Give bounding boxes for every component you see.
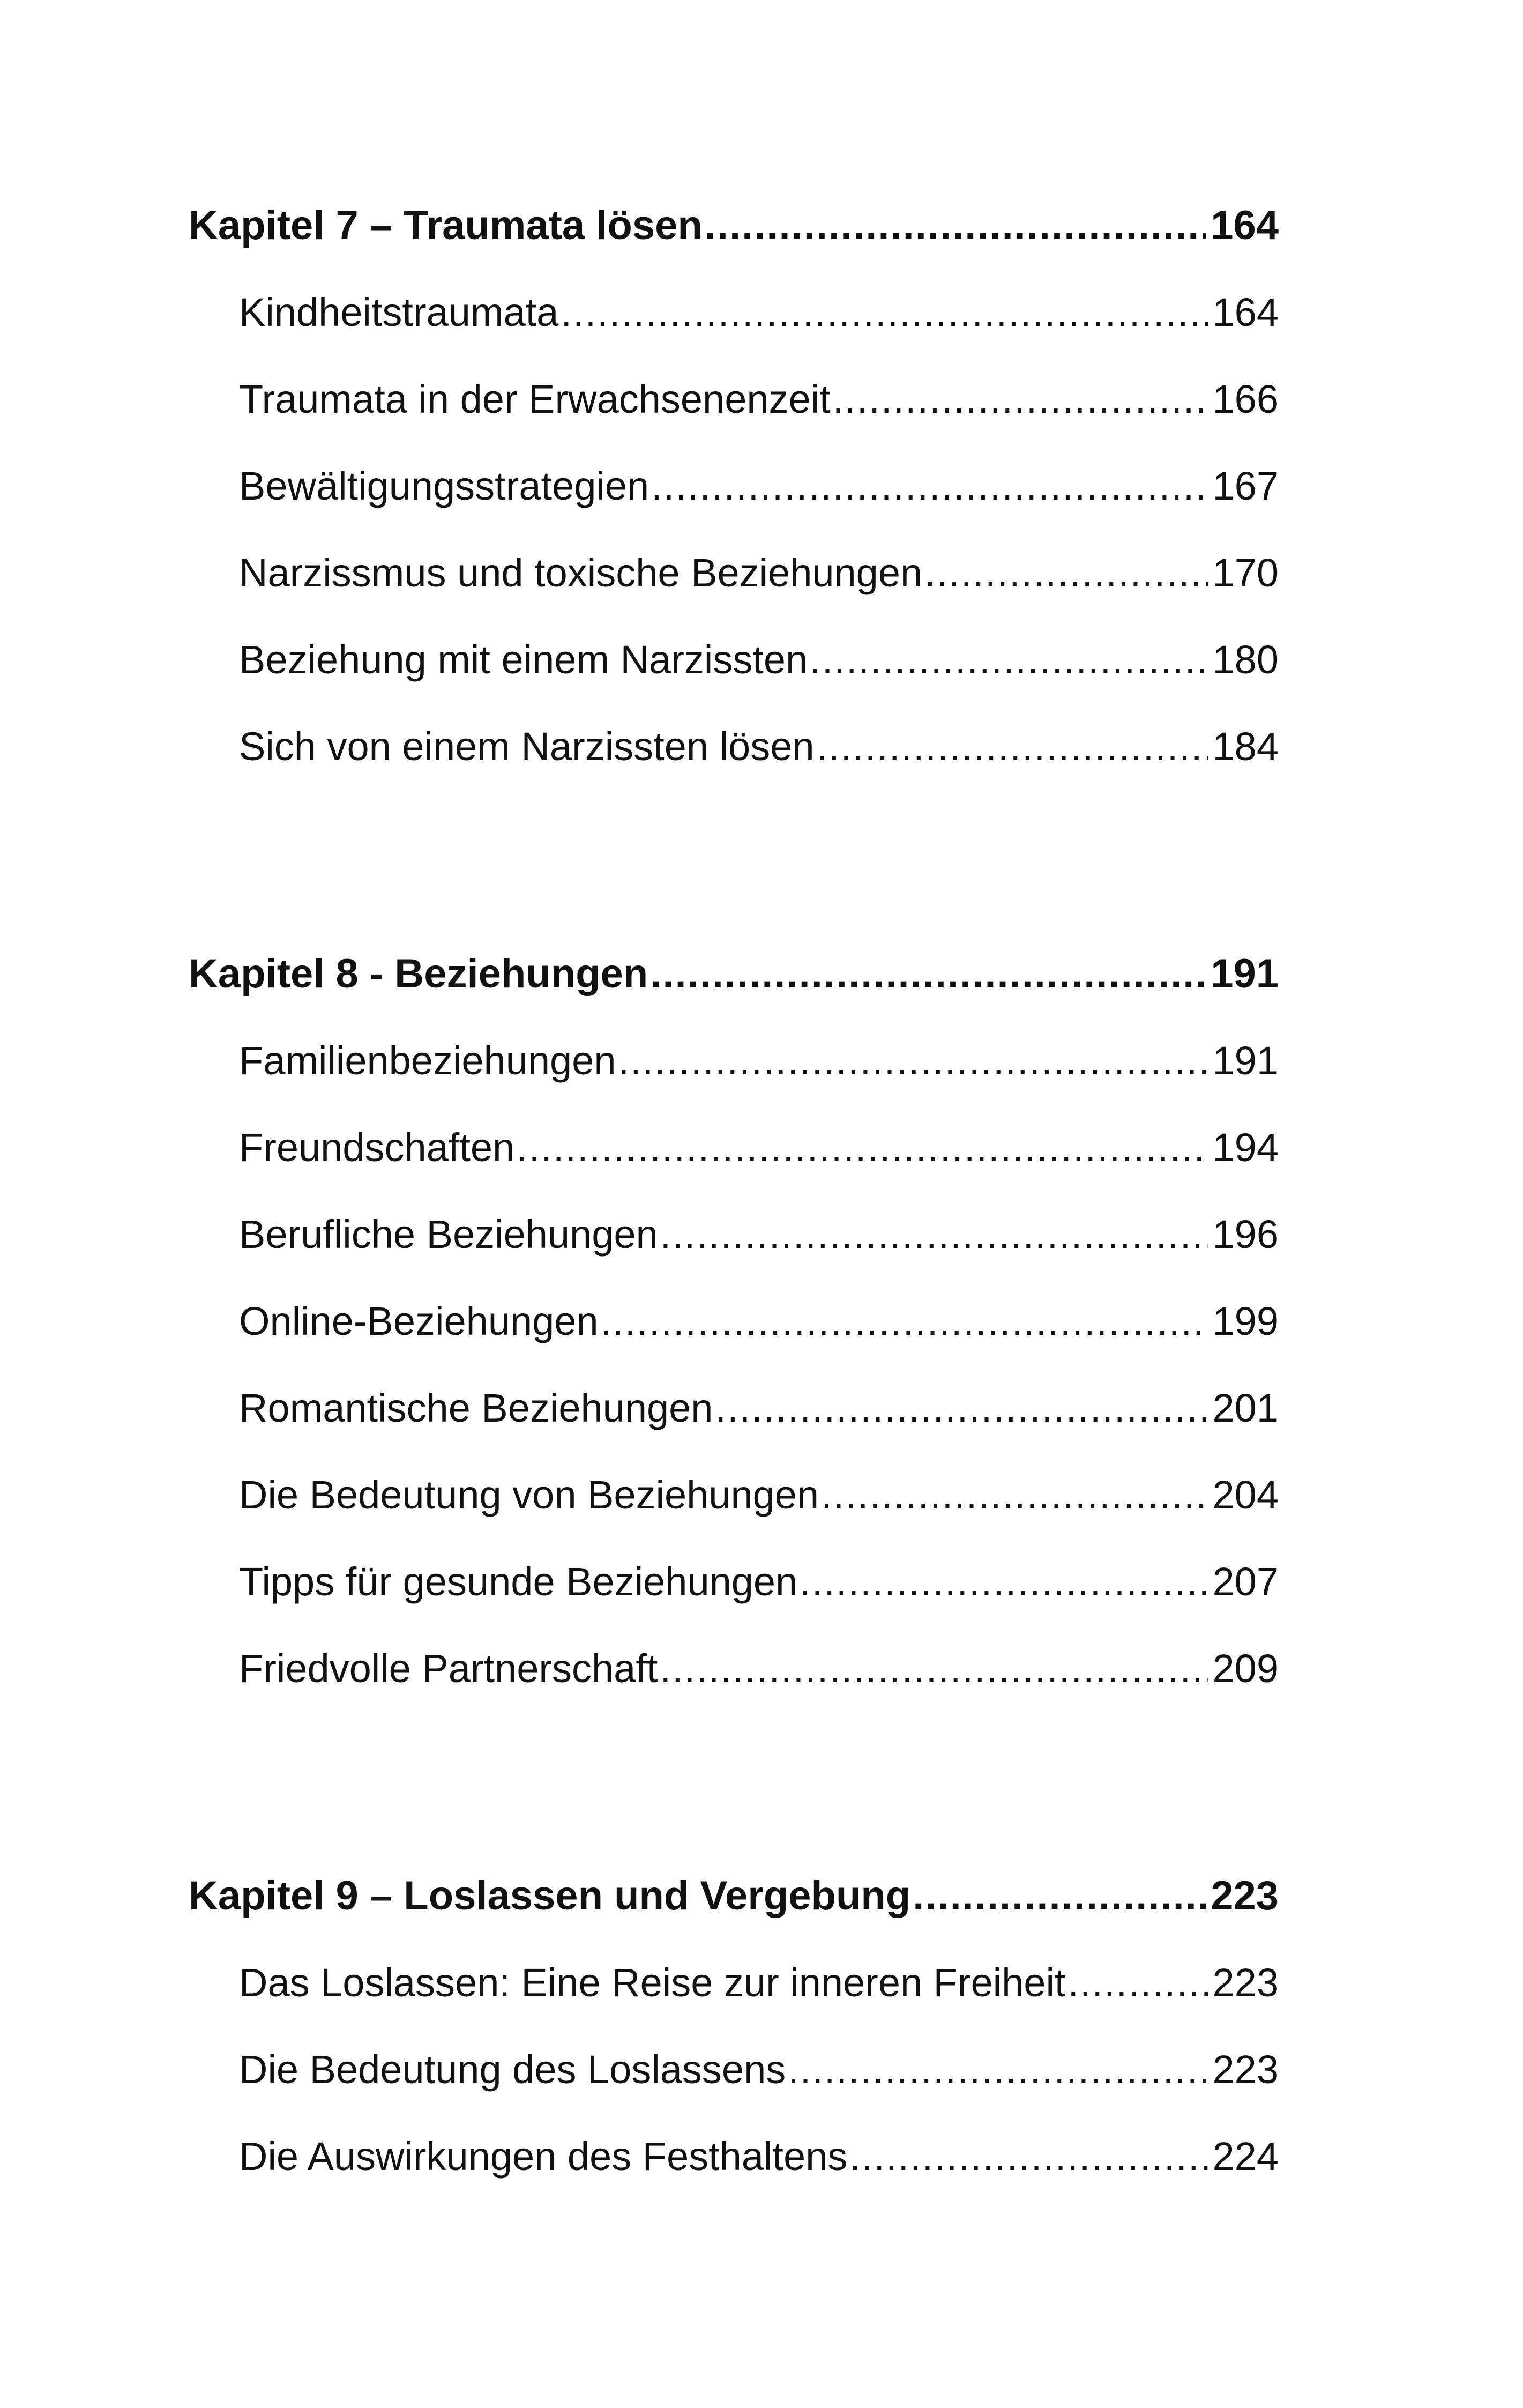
toc-section-entry[interactable] (189, 1365, 1279, 1452)
toc-chapter-9 (189, 1853, 1279, 2200)
toc-page-number: 204 (1212, 1473, 1279, 1517)
toc-section-title: Berufliche Beziehungen (239, 1212, 658, 1257)
toc-dot-leader (913, 1853, 1206, 1939)
toc-section-title: Traumata in der Erwachsenenzeit (239, 377, 831, 421)
toc-page-number: 209 (1212, 1646, 1279, 1691)
toc-dot-leader (660, 1191, 1208, 1278)
toc-section-title: Narzissmus und toxische Beziehungen (239, 551, 923, 595)
toc-dot-leader (660, 1625, 1208, 1712)
toc-page-number: 207 (1212, 1559, 1279, 1604)
toc-section-title: Die Bedeutung von Beziehungen (239, 1473, 819, 1517)
toc-dot-leader (715, 1365, 1208, 1452)
toc-chapter-heading[interactable] (189, 182, 1279, 269)
toc-section-title: Kindheitstraumata (239, 290, 559, 335)
toc-section-entry[interactable] (189, 2113, 1279, 2200)
toc-chapter-heading[interactable] (189, 1853, 1279, 1939)
toc-section-title: Die Bedeutung des Loslassens (239, 2047, 786, 2092)
toc-section-title: Familienbeziehungen (239, 1038, 616, 1083)
toc-section-entry[interactable] (189, 703, 1279, 790)
toc-dot-leader (705, 182, 1206, 269)
toc-section-entry[interactable] (189, 356, 1279, 443)
toc-page-number: 201 (1212, 1386, 1279, 1430)
toc-dot-leader (651, 443, 1208, 530)
toc-dot-leader (618, 1017, 1208, 1104)
toc-dot-leader (924, 530, 1208, 616)
toc-dot-leader (1067, 1939, 1208, 2026)
toc-section-entry[interactable] (189, 1939, 1279, 2026)
toc-section-entry[interactable] (189, 2026, 1279, 2113)
toc-page-number: 180 (1212, 637, 1279, 682)
toc-section-title: Freundschaften (239, 1125, 515, 1170)
toc-chapter-title: Kapitel 8 - Beziehungen (189, 951, 648, 997)
table-of-contents (189, 182, 1279, 2340)
toc-section-entry[interactable] (189, 1625, 1279, 1712)
toc-page-number: 223 (1212, 1960, 1279, 2005)
toc-page-number: 223 (1212, 2047, 1279, 2092)
toc-page-number: 166 (1212, 377, 1279, 421)
toc-dot-leader (800, 1539, 1208, 1625)
toc-dot-leader (788, 2026, 1208, 2113)
toc-section-entry[interactable] (189, 530, 1279, 616)
toc-chapter-7 (189, 182, 1279, 790)
toc-dot-leader (821, 1452, 1208, 1539)
toc-section-title: Das Loslassen: Eine Reise zur inneren Freiheit (239, 1960, 1066, 2005)
toc-section-entry[interactable] (189, 1017, 1279, 1104)
toc-page-number: 164 (1211, 203, 1279, 248)
toc-section-entry[interactable] (189, 616, 1279, 703)
toc-section-title: Sich von einem Narzissten lösen (239, 724, 815, 769)
toc-page-number: 191 (1211, 951, 1279, 997)
toc-page-number: 170 (1212, 551, 1279, 595)
toc-page-number: 191 (1212, 1038, 1279, 1083)
toc-section-title: Friedvolle Partnerschaft (239, 1646, 658, 1691)
toc-chapter-8 (189, 931, 1279, 1712)
toc-section-title: Beziehung mit einem Narzissten (239, 637, 808, 682)
toc-section-entry[interactable] (189, 269, 1279, 356)
toc-dot-leader (517, 1104, 1208, 1191)
toc-page-number: 164 (1212, 290, 1279, 335)
toc-section-title: Tipps für gesunde Beziehungen (239, 1559, 798, 1604)
toc-section-entry[interactable] (189, 443, 1279, 530)
toc-section-title: Online-Beziehungen (239, 1299, 599, 1343)
toc-dot-leader (601, 1278, 1208, 1365)
toc-page-number: 224 (1212, 2134, 1279, 2179)
toc-section-entry[interactable] (189, 1278, 1279, 1365)
toc-section-entry[interactable] (189, 1452, 1279, 1539)
toc-section-title: Bewältigungsstrategien (239, 464, 649, 508)
toc-page-number: 167 (1212, 464, 1279, 508)
toc-dot-leader (833, 356, 1208, 443)
toc-dot-leader (849, 2113, 1208, 2200)
toc-dot-leader (561, 269, 1208, 356)
toc-page-number: 194 (1212, 1125, 1279, 1170)
toc-section-entry[interactable] (189, 1539, 1279, 1625)
toc-page-number: 196 (1212, 1212, 1279, 1257)
toc-section-title: Die Auswirkungen des Festhaltens (239, 2134, 848, 2179)
toc-section-title: Romantische Beziehungen (239, 1386, 713, 1430)
toc-dot-leader (810, 616, 1208, 703)
toc-page-number: 199 (1212, 1299, 1279, 1343)
toc-dot-leader (817, 703, 1208, 790)
toc-chapter-heading[interactable] (189, 931, 1279, 1017)
toc-page-number: 223 (1211, 1873, 1279, 1919)
toc-dot-leader (650, 931, 1206, 1017)
toc-section-entry[interactable] (189, 1104, 1279, 1191)
toc-section-entry[interactable] (189, 1191, 1279, 1278)
toc-page-number: 184 (1212, 724, 1279, 769)
toc-chapter-title: Kapitel 9 – Loslassen und Vergebung (189, 1873, 911, 1919)
toc-chapter-title: Kapitel 7 – Traumata lösen (189, 203, 703, 248)
